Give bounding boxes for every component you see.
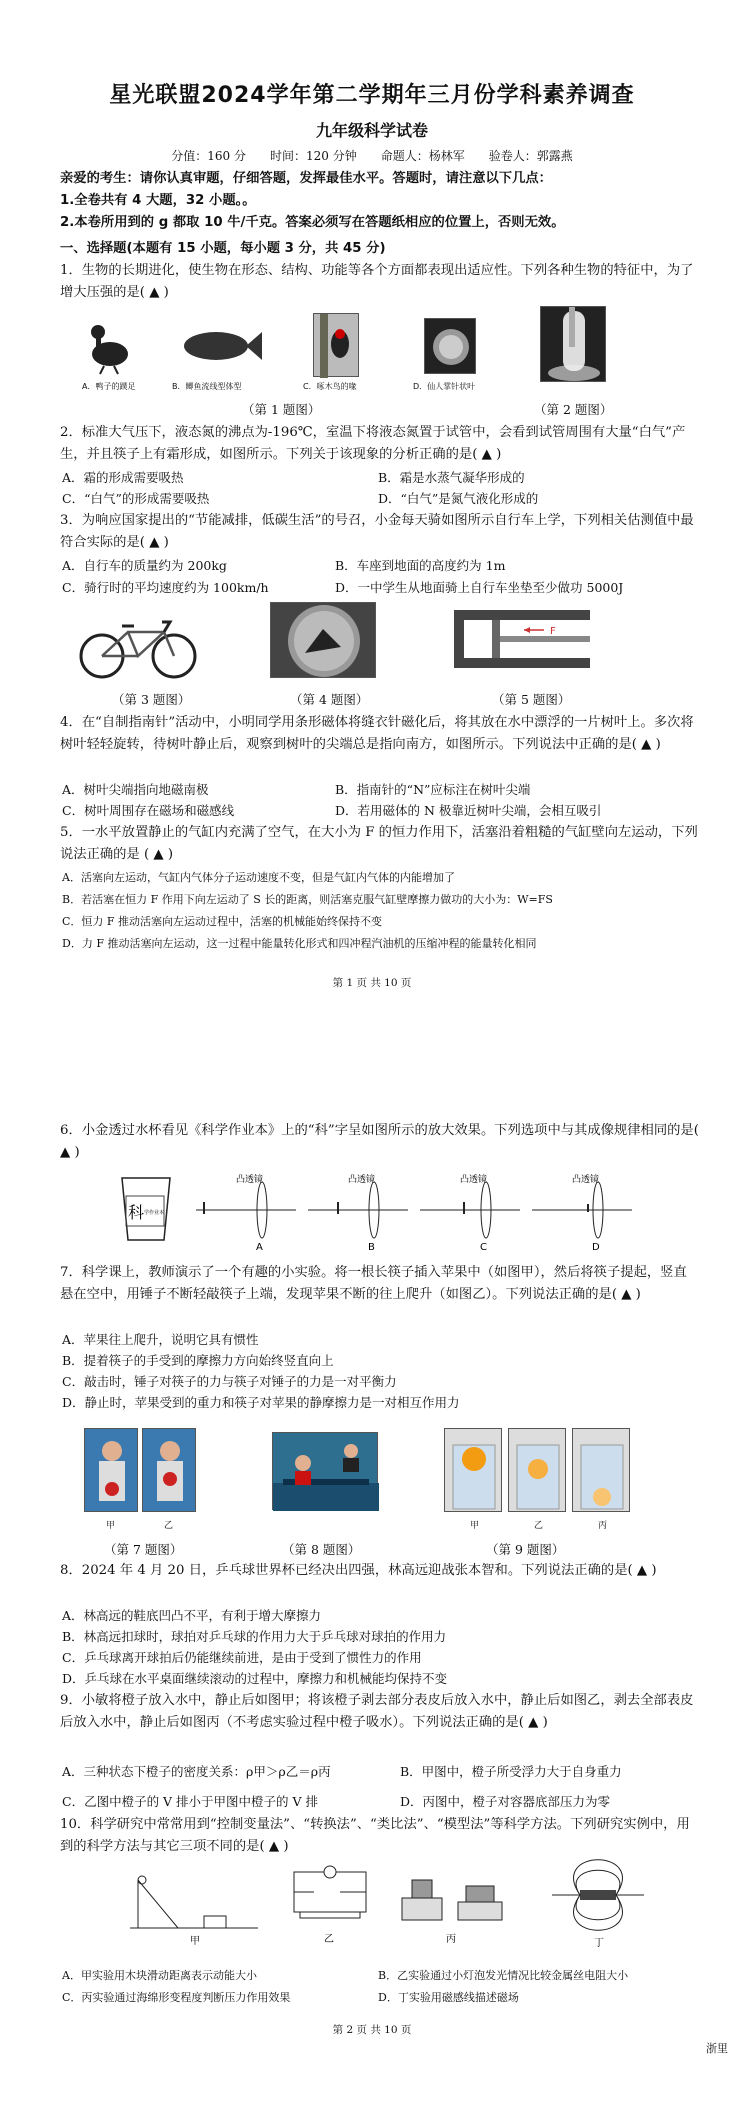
ramp-figure: [130, 1866, 260, 1946]
q5-option-a[interactable]: A．活塞向左运动，气缸内气体分子运动速度不变，但是气缸内气体的内能增加了: [62, 871, 455, 884]
notice-intro: 亲爱的考生：请你认真审题，仔细答题，发挥最佳水平。答题时，请注意以下几点：: [60, 171, 552, 186]
q10-option-a[interactable]: A．甲实验用木块滑动距离表示动能大小: [62, 1969, 257, 1982]
q4-caption: （第 4 题图）: [290, 692, 369, 707]
sponge-figure: [398, 1862, 508, 1946]
lens-diagram-a: [196, 1174, 296, 1253]
cactus-photo: [424, 318, 476, 374]
lens-letter-d: D: [592, 1242, 600, 1253]
q4-stem: 4．在“自制指南针”活动中，小明同学用条形磁体将缝衣针磁化后，将其放在水中漂浮的一片树叶上。多次将树叶轻轻旋转，待树叶静止后，观察到树叶的尖端总是指向南方，如图所示。下列说法中正确的是( ▲ ): [60, 715, 694, 752]
q3-stem: 3．为响应国家提出的“节能减排，低碳生活”的号召，小金每天骑如图所示自行车上学，下列相关估测值中最符合实际的是( ▲ ): [60, 513, 694, 550]
q8-option-d[interactable]: D．乒乓球在水平桌面继续滚动的过程中，摩擦力和机械能均保持不变: [62, 1671, 448, 1686]
q8-caption: （第 8 题图）: [282, 1542, 361, 1557]
lens-diagram-b: [308, 1174, 408, 1253]
book-char: 科: [128, 1203, 145, 1222]
circuit-figure: [280, 1862, 380, 1946]
q5-caption: （第 5 题图）: [492, 692, 571, 707]
q9-option-b[interactable]: B．甲图中，橙子所受浮力大于自身重力: [400, 1764, 622, 1779]
q9-caption: （第 9 题图）: [486, 1542, 565, 1557]
q2-option-a[interactable]: A．霜的形成需要吸热: [62, 470, 184, 485]
cylinder-piston-figure: [452, 608, 592, 670]
q10-stem: 10．科学研究中常常用到“控制变量法”、“转换法”、“类比法”、“模型法”等科学方法。下列研究实例中，用到的科学方法与其它三项不同的是( ▲ ): [60, 1817, 690, 1854]
q10-option-b[interactable]: B．乙实验通过小灯泡发光情况比较金属丝电阻大小: [378, 1969, 629, 1982]
section-title: 一、选择题(本题有 15 小题，每小题 3 分，共 45 分): [60, 241, 386, 256]
lens-label-c: 凸透镜: [460, 1175, 488, 1185]
lens-label-b: 凸透镜: [348, 1175, 376, 1185]
q3-option-c[interactable]: C．骑行时的平均速度约为 100km/h: [62, 580, 269, 595]
q8-stem: 8．2024 年 4 月 20 日，乒乓球世界杯已经决出四强，林高远迎战张本智和。下列说法正确的是( ▲ ): [60, 1563, 657, 1578]
orange-glass-photo-b: [508, 1428, 566, 1512]
q9-label-yi: 乙: [534, 1521, 544, 1531]
q1-label-c: C．啄木鸟的喙: [303, 382, 357, 391]
q5-stem: 5．一水平放置静止的气缸内充满了空气，在大小为 F 的恒力作用下，活塞沿着粗糙的气缸壁向左运动，下列说法正确的是 ( ▲ ): [60, 825, 698, 862]
carp-figure: [178, 322, 263, 370]
woodpecker-photo: [313, 313, 359, 377]
exam-title: 星光联盟2024学年第二学期年三月份学科素养调查: [109, 83, 635, 108]
compass-leaf-photo: [270, 602, 376, 678]
q10-label-yi: 乙: [324, 1934, 334, 1945]
q9-option-c[interactable]: C．乙图中橙子的 V 排小于甲图中橙子的 V 排: [62, 1794, 319, 1809]
q3-caption: （第 3 题图）: [112, 692, 191, 707]
q7-option-b[interactable]: B．提着筷子的手受到的摩擦力方向始终竖直向上: [62, 1353, 334, 1368]
q1-label-a: A．鸭子的蹼足: [82, 382, 136, 391]
q10-option-c[interactable]: C．丙实验通过海绵形变程度判断压力作用效果: [62, 1991, 291, 2004]
q3-option-b[interactable]: B．车座到地面的高度约为 1m: [335, 558, 506, 573]
page-footer-1: 第 1 页 共 10 页: [332, 977, 412, 989]
chopstick-apple-photo-b: [142, 1428, 196, 1512]
bicycle-figure: [78, 614, 198, 682]
q8-option-a[interactable]: A．林高远的鞋底凹凸不平，有利于增大摩擦力: [62, 1608, 322, 1623]
exam-meta: 分值：160 分 时间：120 分钟 命题人：杨林军 验卷人：郭露燕: [171, 149, 573, 163]
q8-option-c[interactable]: C．乒乓球离开球拍后仍能继续前进，是由于受到了惯性力的作用: [62, 1650, 422, 1665]
notice-item-1: 1.全卷共有 4 大题，32 小题。。: [60, 193, 256, 208]
table-tennis-photo: [272, 1432, 378, 1510]
q9-stem: 9．小敏将橙子放入水中，静止后如图甲；将该橙子剥去部分表皮后放入水中，静止后如图乙，剥去全部表皮后放入水中，静止后如图丙（不考虑实验过程中橙子吸水）。下列说法正确的是( ▲ ): [60, 1693, 694, 1730]
q10-label-bing: 丙: [446, 1934, 456, 1945]
q10-label-ding: 丁: [594, 1938, 604, 1948]
q7-option-a[interactable]: A．苹果往上爬升，说明它具有惯性: [62, 1332, 259, 1347]
q2-option-c[interactable]: C．“白气”的形成需要吸热: [62, 491, 210, 506]
q8-option-b[interactable]: B．林高远扣球时，球拍对乒乓球的作用力大于乒乓球对球拍的作用力: [62, 1629, 447, 1644]
q7-stem: 7．科学课上，教师演示了一个有趣的小实验。将一根长筷子插入苹果中（如图甲），然后将筷子提起，竖直悬在空中，用锤子不断轻敲筷子上端，发现苹果不断的往上爬升（如图乙）。下列说法正确的是( ▲ ): [60, 1265, 687, 1302]
exam-page-2: [0, 1110, 744, 2100]
q6-stem: 6．小金透过水杯看见《科学作业本》上的“科”字呈如图所示的放大效果。下列选项中与其成像规律相同的是( ▲ ): [60, 1123, 699, 1160]
chopstick-apple-photo-a: [84, 1428, 138, 1512]
q4-option-b[interactable]: B．指南针的“N”应标注在树叶尖端: [335, 782, 531, 797]
exam-page-1: [0, 0, 744, 1000]
lens-label-d: 凸透镜: [572, 1175, 600, 1185]
q2-option-b[interactable]: B．霜是水蒸气凝华形成的: [378, 470, 525, 485]
q1-label-b: B．鲫鱼流线型体型: [172, 382, 242, 391]
force-label: F: [550, 626, 556, 637]
lens-letter-c: C: [480, 1242, 487, 1253]
q3-option-a[interactable]: A．自行车的质量约为 200kg: [62, 558, 227, 573]
q7-option-d[interactable]: D．静止时，苹果受到的重力和筷子对苹果的静摩擦力是一对相互作用力: [62, 1395, 460, 1410]
q9-label-bing: 丙: [598, 1521, 608, 1531]
q3-option-d[interactable]: D．一中学生从地面骑上自行车坐垫至少做功 5000J: [335, 580, 624, 595]
photo-label-jia: 甲: [106, 1521, 116, 1531]
q5-option-d[interactable]: D．力 F 推动活塞向左运动，这一过程中能量转化形式和四冲程汽油机的压缩冲程的能量转化相同: [62, 937, 537, 950]
q9-label-jia: 甲: [470, 1521, 480, 1531]
q1-caption: （第 1 题图）: [242, 402, 321, 417]
lens-diagram-c: [420, 1174, 520, 1253]
q9-option-d[interactable]: D．丙图中，橙子对容器底部压力为零: [400, 1794, 611, 1809]
orange-glass-photo-c: [572, 1428, 630, 1512]
lens-diagram-d: [532, 1174, 632, 1253]
page-footer-2: 第 2 页 共 10 页: [332, 2024, 412, 2036]
q10-option-d[interactable]: D．丁实验用磁感线描述磁场: [378, 1991, 519, 2004]
q4-option-d[interactable]: D．若用磁体的 N 极靠近树叶尖端，会相互吸引: [335, 803, 602, 818]
q7-caption: （第 7 题图）: [104, 1542, 183, 1557]
q2-caption: （第 2 题图）: [534, 402, 613, 417]
q2-option-d[interactable]: D．“白气”是氮气液化形成的: [378, 491, 539, 506]
lens-label-a: 凸透镜: [236, 1175, 264, 1185]
lens-diagrams: [196, 1174, 636, 1254]
q1-label-d: D．仙人掌针状叶: [413, 382, 476, 391]
q10-label-jia: 甲: [190, 1936, 200, 1946]
duck-figure: [82, 316, 137, 376]
lens-letter-a: A: [256, 1242, 263, 1253]
q4-option-a[interactable]: A．树叶尖端指向地磁南极: [62, 782, 209, 797]
q9-option-a[interactable]: A．三种状态下橙子的密度关系：ρ甲＞ρ乙＝ρ丙: [62, 1764, 331, 1779]
q5-option-b[interactable]: B．若活塞在恒力 F 作用下向左运动了 S 长的距离，则活塞克服气缸壁摩擦力做功的大小为：W=FS: [62, 893, 553, 906]
orange-glass-photo-a: [444, 1428, 502, 1512]
q4-option-c[interactable]: C．树叶周围存在磁场和磁感线: [62, 803, 235, 818]
exam-subtitle: 九年级科学试卷: [315, 121, 428, 140]
water-cup-figure: [118, 1174, 174, 1244]
q5-option-c[interactable]: C．恒力 F 推动活塞向左运动过程中，活塞的机械能始终保持不变: [62, 915, 383, 928]
q2-stem: 2．标准大气压下，液态氮的沸点为-196℃，室温下将液态氮置于试管中，会看到试管周围有大量“白气”产生，并且筷子上有霜形成，如图所示。下列关于该现象的分析正确的是( ▲ ): [60, 425, 686, 462]
lens-letter-b: B: [368, 1242, 375, 1253]
q7-option-c[interactable]: C．敲击时，锤子对筷子的力与筷子对锤子的力是一对平衡力: [62, 1374, 397, 1389]
magnetic-field-figure: [548, 1858, 648, 1948]
test-tube-photo: [540, 306, 606, 382]
corner-mark: 浙里: [706, 2042, 728, 2055]
q1-stem: 1．生物的长期进化，使生物在形态、结构、功能等各个方面都表现出适应性。下列各种生物的特征中，为了增大压强的是( ▲ ): [60, 263, 694, 300]
notice-item-2: 2.本卷所用到的 g 都取 10 牛/千克。答案必须写在答题纸相应的位置上，否则无效。: [60, 215, 565, 230]
book-subtitle: 学作业本: [144, 1210, 165, 1216]
photo-label-yi: 乙: [164, 1521, 174, 1531]
